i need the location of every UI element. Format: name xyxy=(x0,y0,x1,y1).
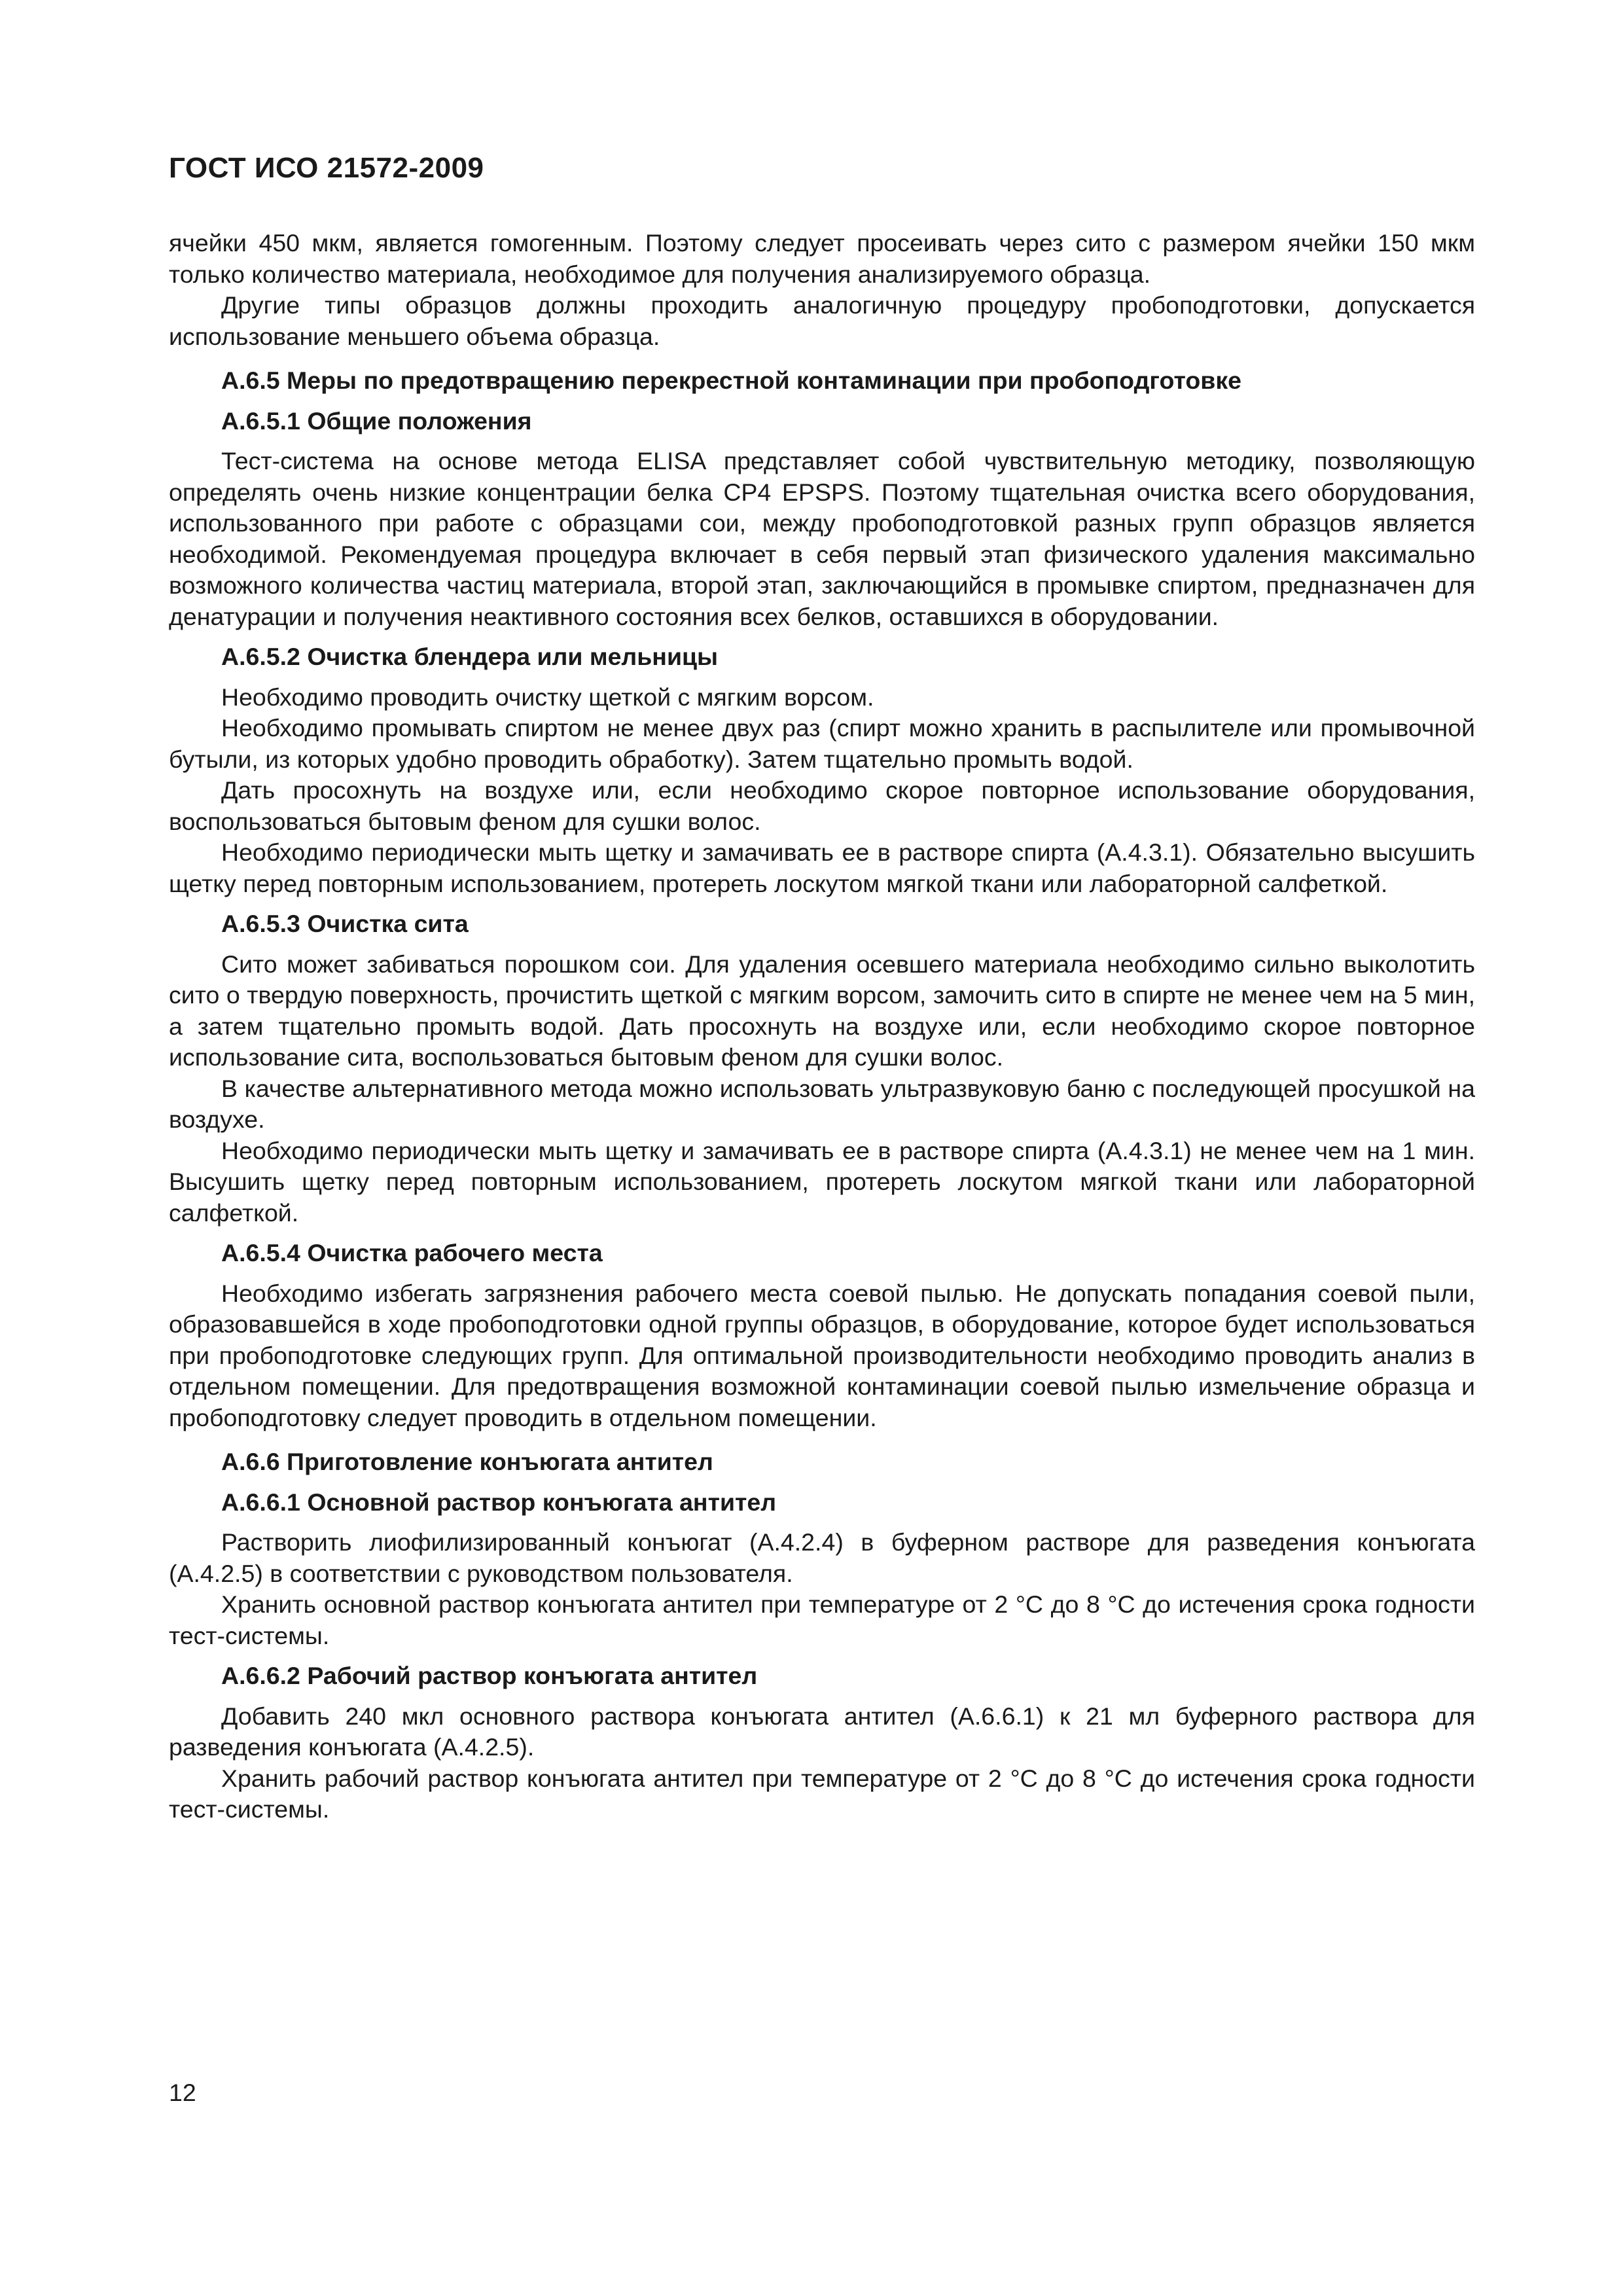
paragraph: В качестве альтернативного метода можно использовать ультразвуковую баню с последующей просушкой на воздухе. xyxy=(169,1074,1475,1133)
paragraph: Другие типы образцов должны проходить аналогичную процедуру пробоподготовки, допускается использование меньшего объема образца. xyxy=(169,291,1475,350)
section-heading: А.6.6 Приготовление конъюгата антител xyxy=(221,1448,713,1475)
paragraph: Дать просохнуть на воздухе или, если необходимо скорое повторное использование оборудования, воспользоваться бытовым феном для сушки волос. xyxy=(169,776,1475,835)
paragraph: Необходимо проводить очистку щеткой с мягким ворсом. xyxy=(221,683,874,711)
paragraph: Растворить лиофилизированный конъюгат (А.4.2.4) в буферном растворе для разведения конъюгата (А.4.2.5) в соответствии с руководством пользователя. xyxy=(169,1528,1475,1587)
paragraph: Необходимо периодически мыть щетку и замачивать ее в растворе спирта (А.4.3.1) не менее чем на 1 мин. Высушить щетку перед повторным использованием, протереть лоскутом мягкой ткани или лабораторной салфеткой. xyxy=(169,1136,1475,1227)
subsection-heading: А.6.5.4 Очистка рабочего места xyxy=(221,1239,603,1266)
paragraph: Хранить основной раствор конъюгата антител при температуре от 2 °С до 8 °С до истечения срока годности тест-системы. xyxy=(169,1590,1475,1649)
subsection-heading: А.6.5.3 Очистка сита xyxy=(221,910,469,937)
paragraph: Сито может забиваться порошком сои. Для удаления осевшего материала необходимо сильно выколотить сито о твердую поверхность, прочистить щеткой с мягким ворсом, замочить сито в спирте не менее чем на 5 мин, а затем тщательно промыть водой. Дать просохнуть на воздухе или, если необходимо скорое повторное использование сита, воспользоваться бытовым феном для сушки волос. xyxy=(169,950,1475,1071)
paragraph: ячейки 450 мкм, является гомогенным. Поэтому следует просеивать через сито с размером ячейки 150 мкм только количество материала, необходимое для получения анализируемого образца. xyxy=(169,229,1475,288)
subsection-heading: А.6.5.2 Очистка блендера или мельницы xyxy=(221,643,719,670)
paragraph: Тест-система на основе метода ELISA представляет собой чувствительную методику, позволяющую определять очень низкие концентрации белка CP4 EPSPS. Поэтому тщательная очистка всего оборудования, использованного при работе с образцами сои, между пробоподготовкой разных групп образцов является необходимой. Рекомендуемая процедура включает в себя первый этап физического удаления максимально возможного количества частиц материала, второй этап, заключающийся в промывке спиртом, предназначен для денатурации и получения неактивного состояния всех белков, оставшихся в оборудовании. xyxy=(169,447,1475,630)
paragraph: Необходимо промывать спиртом не менее двух раз (спирт можно хранить в распылителе или промывочной бутыли, из которых удобно проводить обработку). Затем тщательно промыть водой. xyxy=(169,714,1475,773)
paragraph: Хранить рабочий раствор конъюгата антител при температуре от 2 °С до 8 °С до истечения срока годности тест-системы. xyxy=(169,1764,1475,1823)
paragraph: Добавить 240 мкл основного раствора конъюгата антител (А.6.6.1) к 21 мл буферного раствора для разведения конъюгата (А.4.2.5). xyxy=(169,1702,1475,1761)
section-heading: А.6.5 Меры по предотвращению перекрестной контаминации при пробоподготовке xyxy=(221,367,1241,394)
subsection-heading: А.6.6.1 Основной раствор конъюгата антител xyxy=(221,1488,777,1516)
paragraph: Необходимо избегать загрязнения рабочего места соевой пылью. Не допускать попадания соевой пыли, образовавшейся в ходе пробоподготовки одной группы образцов, в оборудование, которое будет использоваться при пробоподготовке следующих групп. Для оптимальной производительности необходимо проводить анализ в отдельном помещении. Для предотвращения возможной контаминации соевой пылью измельчение образца и пробоподготовку следует проводить в отдельном помещении. xyxy=(169,1279,1475,1431)
page-number: 12 xyxy=(169,2079,196,2106)
subsection-heading: А.6.5.1 Общие положения xyxy=(221,406,532,435)
paragraph: Необходимо периодически мыть щетку и замачивать ее в растворе спирта (А.4.3.1). Обязательно высушить щетку перед повторным использованием, протереть лоскутом мягкой ткани или лабораторной салфеткой. xyxy=(169,838,1475,897)
document-body xyxy=(169,228,1475,1825)
document-header: ГОСТ ИСО 21572-2009 xyxy=(169,152,484,184)
subsection-heading: А.6.6.2 Рабочий раствор конъюгата антител xyxy=(221,1662,758,1689)
